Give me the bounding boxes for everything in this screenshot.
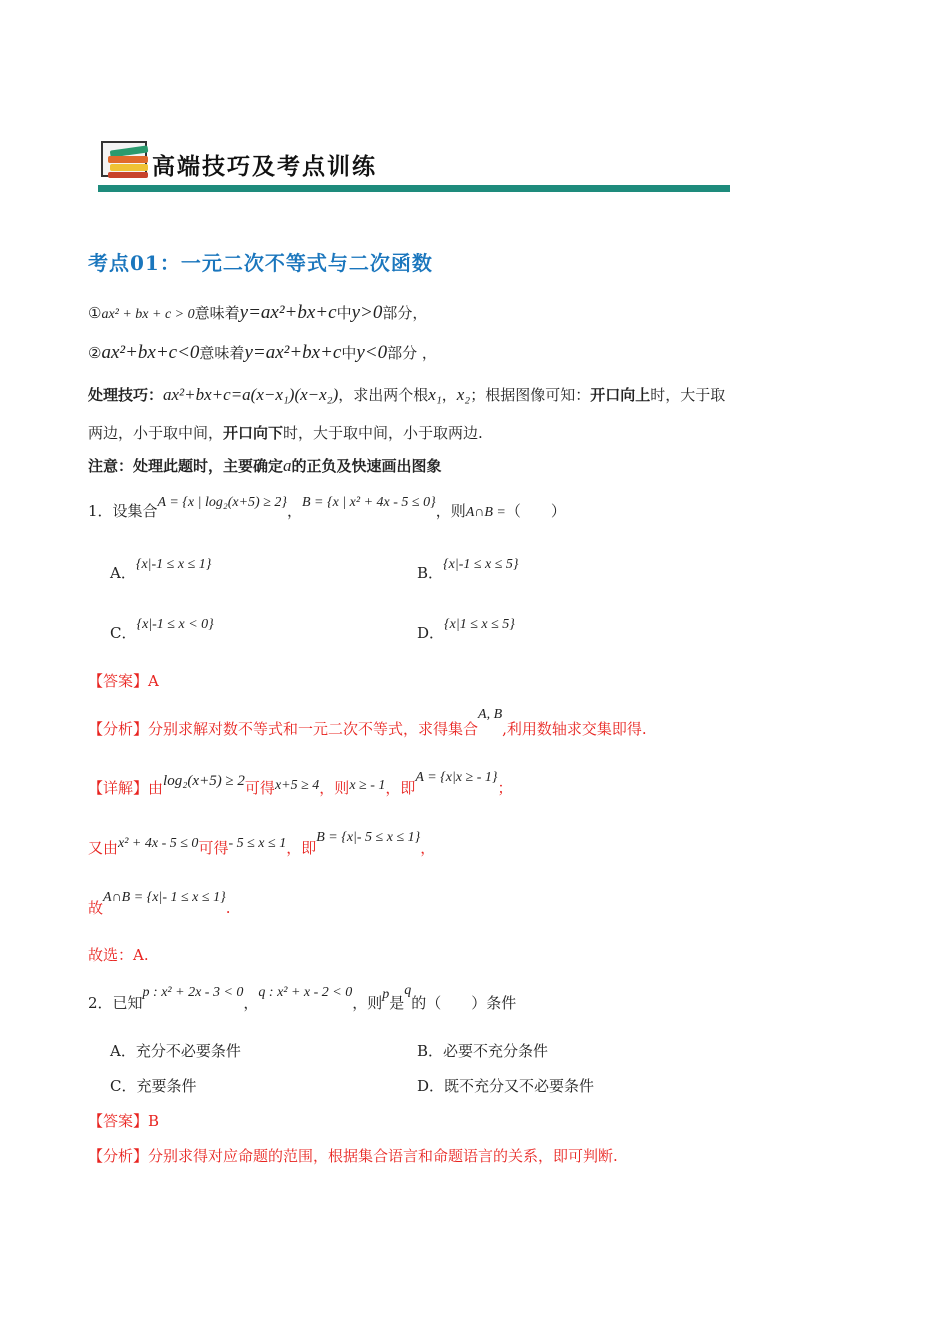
tip-text1: ，求出两个根	[338, 386, 429, 404]
q1-num: 1．设集合	[88, 502, 158, 520]
tip-line-1	[88, 384, 725, 405]
rule-2-end: 部分 ，	[387, 344, 437, 362]
rule-line-1	[88, 302, 427, 324]
q1-detail-m3: x ≥ - 1	[349, 778, 386, 793]
q1-answer: 【答案】A	[88, 672, 159, 690]
tip-open-down: 开口向下	[223, 424, 284, 442]
q1-analysis-label: 【分析】	[88, 720, 149, 738]
q2-stem	[88, 983, 517, 1013]
q2-option-b-value: 必要不充分条件	[443, 1042, 549, 1060]
banner	[98, 136, 738, 196]
rule-2-math-c: y<0	[356, 342, 388, 363]
q1-option-a-label: A．	[110, 564, 136, 582]
q1-also-m2: - 5 ≤ x ≤ 1	[228, 836, 287, 851]
banner-title: 高端技巧及考点训练	[152, 154, 377, 180]
tip-math: ax²+bx+c=a(x−x₁)(x−x₂)	[163, 385, 339, 404]
q2-option-b[interactable]	[417, 1040, 548, 1061]
note-text1: 注意：处理此题时，主要确定	[88, 457, 284, 475]
q1-detail-m1: log₂(x+5) ≥ 2	[163, 773, 245, 789]
rule-2-zhong: 中	[341, 344, 357, 362]
q1-so: 故	[88, 899, 104, 917]
q1-detail-ke: 可得	[244, 779, 275, 797]
q2-comma: ，	[243, 994, 259, 1012]
q1-analysis-text: 分别求解对数不等式和一元二次不等式，求得集合	[148, 720, 479, 738]
q1-also-m1: x² + 4x - 5 ≤ 0	[118, 836, 199, 851]
q1-analysis	[88, 707, 647, 739]
banner-bar	[98, 185, 730, 192]
q2-shi: 是	[389, 994, 405, 1012]
q2-analysis-label: 【分析】	[88, 1147, 149, 1165]
q1-analysis-end: ,利用数轴求交集即得.	[502, 720, 647, 738]
q2-option-c-label: C．	[110, 1077, 137, 1095]
q1-also-by: 又由	[88, 839, 119, 857]
q2-option-a-label: A．	[110, 1042, 136, 1060]
note-line	[88, 455, 442, 476]
rule-line-2	[88, 342, 437, 364]
tip-text2: ；根据图像可知：	[470, 386, 591, 404]
q1-detail-m2: x+5 ≥ 4	[274, 778, 320, 793]
q2-de: 的（ ）条件	[411, 994, 517, 1012]
q1-also-ji: ，即	[286, 839, 317, 857]
q1-detail-semi: ；	[497, 779, 513, 797]
q1-detail-label: 【详解】	[88, 779, 149, 797]
rule-2-math-b: y=ax²+bx+c	[244, 342, 342, 363]
q1-option-c-value: {x|-1 ≤ x < 0}	[136, 617, 214, 632]
q2-ze: ，则	[352, 994, 383, 1012]
rule-1-num: ①	[88, 304, 102, 322]
q1-option-b[interactable]	[417, 557, 519, 583]
tip-label: 处理技巧：	[88, 386, 164, 404]
q2-option-c[interactable]	[110, 1075, 197, 1096]
rule-2-mid: 意味着	[199, 344, 245, 362]
q1-comma: ，	[286, 502, 302, 520]
q1-option-b-value: {x|-1 ≤ x ≤ 5}	[443, 557, 519, 572]
rule-1-math-a: ax² + bx + c > 0	[101, 307, 195, 322]
q2-num: 2．已知	[88, 994, 143, 1012]
tip-open-up: 开口向上	[590, 386, 651, 404]
tip-text5: 时，大于取中间，小于取两边.	[283, 424, 483, 442]
q1-also-ke: 可得	[198, 839, 229, 857]
q1-ask-prefix: ，则	[435, 502, 466, 520]
q1-option-a[interactable]	[110, 557, 212, 583]
q2-option-a[interactable]	[110, 1040, 241, 1061]
q1-option-d-label: D．	[417, 624, 445, 642]
q2-q: q : x² + x - 2 < 0	[258, 985, 353, 1000]
q1-option-d[interactable]	[417, 617, 515, 643]
rule-1-math-c: y>0	[351, 302, 383, 323]
q1-ask-paren: （ ）	[505, 502, 566, 520]
rule-2-math-a: ax²+bx+c<0	[101, 342, 200, 363]
rule-2-num: ②	[88, 344, 102, 362]
q2-pv: p	[382, 987, 390, 1002]
tip-line-2	[88, 422, 483, 443]
rule-1-mid: 意味着	[194, 304, 240, 322]
q1-also-m3: B = {x|- 5 ≤ x ≤ 1}	[316, 830, 421, 845]
q1-detail-m4: A = {x|x ≥ - 1}	[415, 770, 498, 785]
rule-1-zhong: 中	[336, 304, 352, 322]
q2-analysis-text: 分别求得对应命题的范围，根据集合语言和命题语言的关系，即可判断.	[148, 1147, 618, 1165]
q1-option-d-value: {x|1 ≤ x ≤ 5}	[444, 617, 515, 632]
q1-detail-ze: ，则	[319, 779, 350, 797]
q1-so-dot: .	[225, 899, 231, 917]
tip-text3: 时，大于取	[650, 386, 726, 404]
q1-option-c-label: C．	[110, 624, 137, 642]
q1-option-b-label: B．	[417, 564, 444, 582]
tip-sep: ，	[441, 386, 457, 404]
note-text2: 的正负及快速画出图象	[291, 457, 442, 475]
q2-option-d-value: 既不充分又不必要条件	[444, 1077, 595, 1095]
q1-conclusion	[88, 890, 231, 918]
q1-choose: 故选：A.	[88, 946, 149, 964]
q2-option-d[interactable]	[417, 1075, 594, 1096]
q1-also-comma: ，	[420, 839, 436, 857]
q1-detail-ji: ，即	[385, 779, 416, 797]
q2-option-d-label: D．	[417, 1077, 445, 1095]
q1-option-c[interactable]	[110, 617, 214, 643]
tip-x2: x₂	[456, 385, 471, 404]
books-icon	[100, 138, 152, 182]
q1-stem	[88, 495, 566, 521]
q1-set-a: A = {x | log₂(x+5) ≥ 2}	[157, 495, 287, 510]
q1-set-b: B = {x | x² + 4x - 5 ≤ 0}	[302, 495, 436, 510]
q2-analysis	[88, 1145, 618, 1166]
q1-detail-line-1	[88, 770, 513, 798]
q1-analysis-math: A, B	[478, 707, 503, 722]
q1-so-math: A∩B = {x|- 1 ≤ x ≤ 1}	[103, 890, 226, 905]
q1-detail-line-2	[88, 830, 436, 858]
tip-text4: 两边，小于取中间，	[88, 424, 224, 442]
q2-answer: 【答案】B	[88, 1112, 160, 1130]
q2-qv: q	[404, 983, 412, 998]
q2-option-b-label: B．	[417, 1042, 444, 1060]
rule-1-math-b: y=ax²+bx+c	[239, 302, 337, 323]
section-title: 考点01：一元二次不等式与二次函数	[88, 251, 433, 275]
q1-option-a-value: {x|-1 ≤ x ≤ 1}	[135, 557, 212, 572]
q2-p: p : x² + 2x - 3 < 0	[142, 985, 244, 1000]
q2-option-a-value: 充分不必要条件	[135, 1042, 241, 1060]
q2-option-c-value: 充要条件	[136, 1077, 197, 1095]
tip-x1: x₁	[428, 385, 442, 404]
rule-1-end: 部分，	[382, 304, 428, 322]
q1-detail-by: 由	[148, 779, 164, 797]
q1-ask-math: A∩B =	[465, 505, 506, 520]
note-a: a	[283, 456, 292, 475]
